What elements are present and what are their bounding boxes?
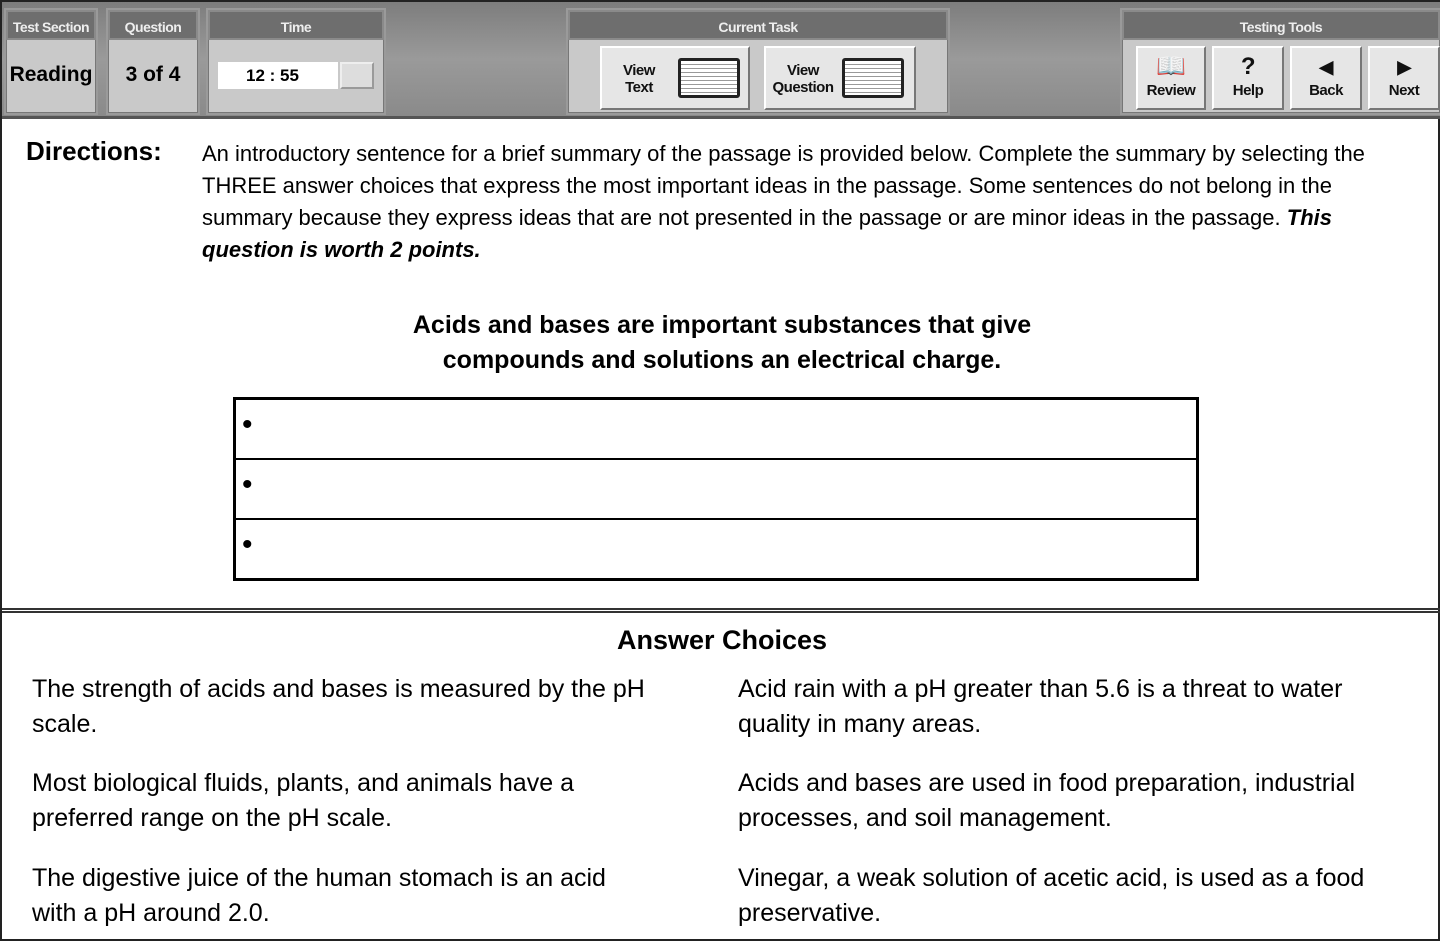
directions-points: This question is worth 2 points.: [202, 205, 1332, 262]
arrow-left-icon: ◀: [1319, 57, 1333, 77]
time-label: Time: [208, 10, 384, 40]
answer-choice[interactable]: Most biological fluids, plants, and animals have a preferred range on the pH scale.: [32, 769, 574, 832]
summary-intro: [2, 308, 1440, 378]
question-value: 3 of 4: [125, 63, 181, 86]
toolbar: [2, 2, 1440, 119]
directions-text: [202, 138, 1402, 266]
answer-choice[interactable]: Vinegar, a weak solution of acetic acid, is used as a food preservative.: [738, 864, 1365, 927]
view-text-button[interactable]: [600, 46, 750, 110]
document-icon: [842, 58, 904, 98]
summary-slots: [233, 397, 1199, 581]
next-label: Next: [1388, 82, 1420, 99]
summary-slot-3[interactable]: •: [242, 528, 253, 561]
current-task-panel: [566, 8, 950, 115]
hide-time-button[interactable]: [340, 62, 374, 89]
time-panel: [206, 8, 386, 115]
document-icon: [678, 58, 740, 98]
current-task-label: Current Task: [568, 10, 948, 40]
review-button[interactable]: [1136, 46, 1206, 110]
back-label: Back: [1309, 82, 1343, 99]
summary-line-1: Acids and bases are important substances that give: [412, 311, 1032, 339]
help-button[interactable]: [1212, 46, 1284, 110]
testing-tools-panel: [1120, 8, 1440, 115]
book-icon: 📖: [1156, 53, 1186, 80]
test-section-value: Reading: [9, 63, 93, 86]
question-label: Question: [108, 10, 198, 40]
answer-choices-title: Answer Choices: [616, 625, 828, 655]
answer-choice[interactable]: The strength of acids and bases is measured by the pH scale.: [32, 675, 645, 738]
directions-label: Directions:: [26, 136, 162, 166]
view-question-button[interactable]: [764, 46, 916, 110]
summary-slot-2[interactable]: •: [236, 460, 1196, 520]
back-button[interactable]: [1290, 46, 1362, 110]
test-section-label: Test Section: [6, 10, 96, 40]
review-label: Review: [1146, 82, 1196, 99]
testing-tools-label: Testing Tools: [1122, 10, 1440, 40]
time-value: 12 : 55: [218, 62, 338, 89]
view-text-label: View Text: [623, 62, 655, 96]
question-panel: [106, 8, 200, 115]
help-label: Help: [1232, 82, 1264, 99]
answer-choice[interactable]: Acids and bases are used in food preparation, industrial processes, and soil management.: [738, 769, 1356, 832]
test-section-panel: [4, 8, 98, 115]
answer-choice[interactable]: The digestive juice of the human stomach is an acid with a pH around 2.0.: [32, 864, 606, 927]
arrow-right-icon: ▶: [1397, 57, 1411, 77]
answer-choice[interactable]: Acid rain with a pH greater than 5.6 is a threat to water quality in many areas.: [738, 675, 1343, 738]
question-mark-icon: ?: [1240, 53, 1256, 80]
summary-slot-1[interactable]: •: [236, 400, 1196, 460]
directions-body: An introductory sentence for a brief summary of the passage is provided below. Complete the summary by selecting the THREE answer choices that express the most important ideas in the passage. Some sentences do not belong in the summary because they express ideas that are not presented in the passage or are minor ideas in the passage.: [202, 141, 1365, 230]
summary-line-2: compounds and solutions an electrical charge.: [442, 346, 1002, 374]
divider: [2, 608, 1440, 613]
next-button[interactable]: [1368, 46, 1440, 110]
view-question-label: View Question: [772, 62, 834, 96]
